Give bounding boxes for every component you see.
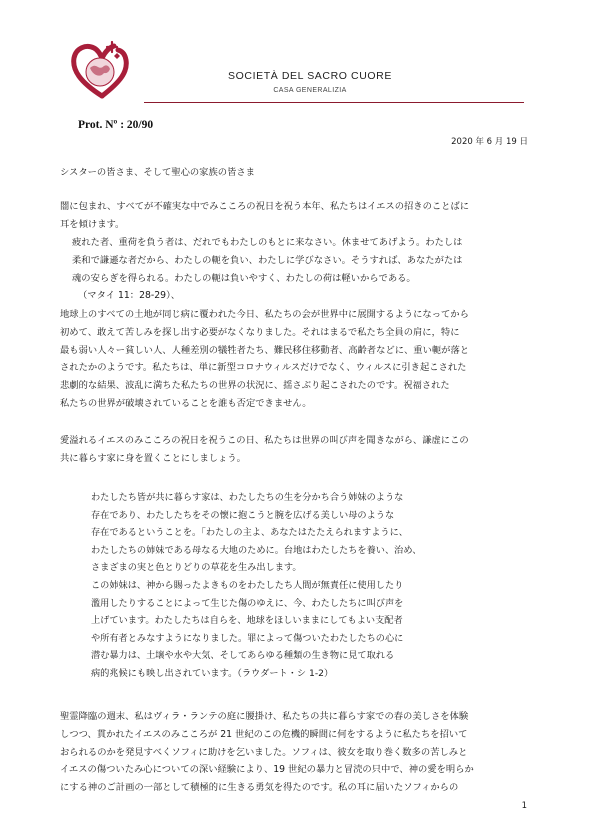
text-line: 悲劇的な結果、波乱に満ちた私たちの世界の状況に、揺さぶり起こされたのです。祝福された [60, 380, 450, 392]
text-line: しつつ、貫かれたイエスのみこころが 21 世紀のこの危機的瞬間に何をするように私たちを招いて [60, 728, 468, 740]
header-divider [144, 102, 524, 103]
paragraph-4 [60, 708, 530, 797]
text-line: わたしたちの姉妹である母なる大地のために。台地はわたしたちを養い、治め、 [91, 544, 422, 556]
text-line: されたかのようです。私たちは、単に新型コロナウィルスだけでなく、ウィルスに引き起こされた [60, 362, 467, 374]
text-line: 存在であるということを。「わたしの主よ、あなたはたたえられますように、 [91, 527, 408, 539]
letter-date: 2020 年 6 月 19 日 [451, 137, 528, 147]
organization-subtitle: CASA GENERALIZIA [273, 87, 347, 94]
text-line: 耳を傾けます。 [60, 218, 125, 230]
text-line: 存在であり、わたしたちをその懐に抱こうと腕を広げる美しい母のような [91, 509, 395, 521]
text-line: 柔和で謙遜な者だから、わたしの軛を負い、わたしに学びなさい。そうすれば、あなたがたは [72, 254, 463, 266]
text-line: にする神のご計画の一部として積極的に生きる勇気を得たのです。私の耳に届いたソフィからの [60, 782, 459, 794]
page-number: 1 [521, 801, 527, 811]
text-line: 病的兆候にも映し出されています。（ラウダート・シ 1-2） [91, 667, 334, 679]
quote-citation: （マタイ 11：28-29）、 [78, 290, 181, 302]
text-line: 聖霊降臨の週末、私はヴィラ・ランテの庭に腰掛け、私たちの共に暮らす家での春の美しさを体験 [60, 711, 469, 722]
paragraph-2 [60, 306, 530, 413]
bible-quote [72, 234, 527, 305]
text-line: 上げています。わたしたちは自らを、地球をほしいままにしてもよい支配者 [91, 615, 403, 627]
society-logo [70, 36, 134, 100]
text-line: おられるのかを発見すべくソフィに助けを乞いました。ソフィは、彼女を取り巻く数多の苦しみと [60, 746, 468, 758]
paragraph-3 [60, 432, 530, 468]
protocol-number: Prot. Nº : 20/90 [78, 119, 154, 131]
text-line: この姉妹は、神から賜ったよきものをわたしたち人間が無責任に使用したり [91, 579, 404, 591]
encyclical-quote [91, 489, 511, 683]
text-line: さまざまの実と色とりどりの草花を生み出します。 [91, 562, 302, 574]
text-line: 疲れた者、重荷を負う者は、だれでもわたしのもとに来なさい。休ませてあげよう。わたしは [72, 237, 463, 248]
text-line: や所有者とみなすようになりました。罪によって傷ついたわたしたちの心に [91, 632, 404, 644]
text-line: 闇に包まれ、すべてが不確実な中でみこころの祝日を祝う本年、私たちはイエスの招きのことばに [60, 201, 470, 212]
text-line: 濫用したりすることによって生じた傷のゆえに、今、わたしたちに叫び声を [91, 597, 404, 609]
text-line: 潜む暴力は、土壌や水や大気、そしてあらゆる種類の生き物に見て取れる [91, 650, 395, 662]
text-line: 最も弱い人々ー貧しい人、人種差別の犠牲者たち、難民移住移動者、高齢者などに、重い軛が落と [60, 344, 470, 356]
text-line: 地球上のすべての土地が同じ病に覆われた今日、私たちの会が世界中に展開するようになってから [60, 309, 469, 320]
text-line: わたしたち皆が共に暮らす家は、わたしたちの生を分かち合う姉妹のような [91, 492, 404, 503]
organization-name: SOCIETÀ DEL SACRO CUORE [228, 70, 392, 82]
paragraph-1 [60, 198, 530, 234]
text-line: イエスの傷ついたみ心についての深い経験により、19 世紀の暴力と冒涜の只中で、神の愛を明らか [60, 764, 474, 776]
text-line: 共に暮らす家に身を置くことにしましょう。 [60, 452, 246, 464]
text-line: 魂の安らぎを得られる。わたしの軛は負いやすく、わたしの荷は軽いからである。 [72, 272, 416, 284]
salutation: シスターの皆さま、そして聖心の家族の皆さま [60, 167, 255, 178]
text-line: 初めて、敢えて苦しみを探し出す必要がなくなりました。それはまるで私たち全員の肩に，特に [60, 326, 460, 338]
text-line: 愛溢れるイエスのみこころの祝日を祝うこの日、私たちは世界の叫び声を聞きながら、謙虚にこの [60, 435, 469, 446]
text-line: 私たちの世界が破壊されていることを誰も否定できません。 [60, 397, 312, 409]
